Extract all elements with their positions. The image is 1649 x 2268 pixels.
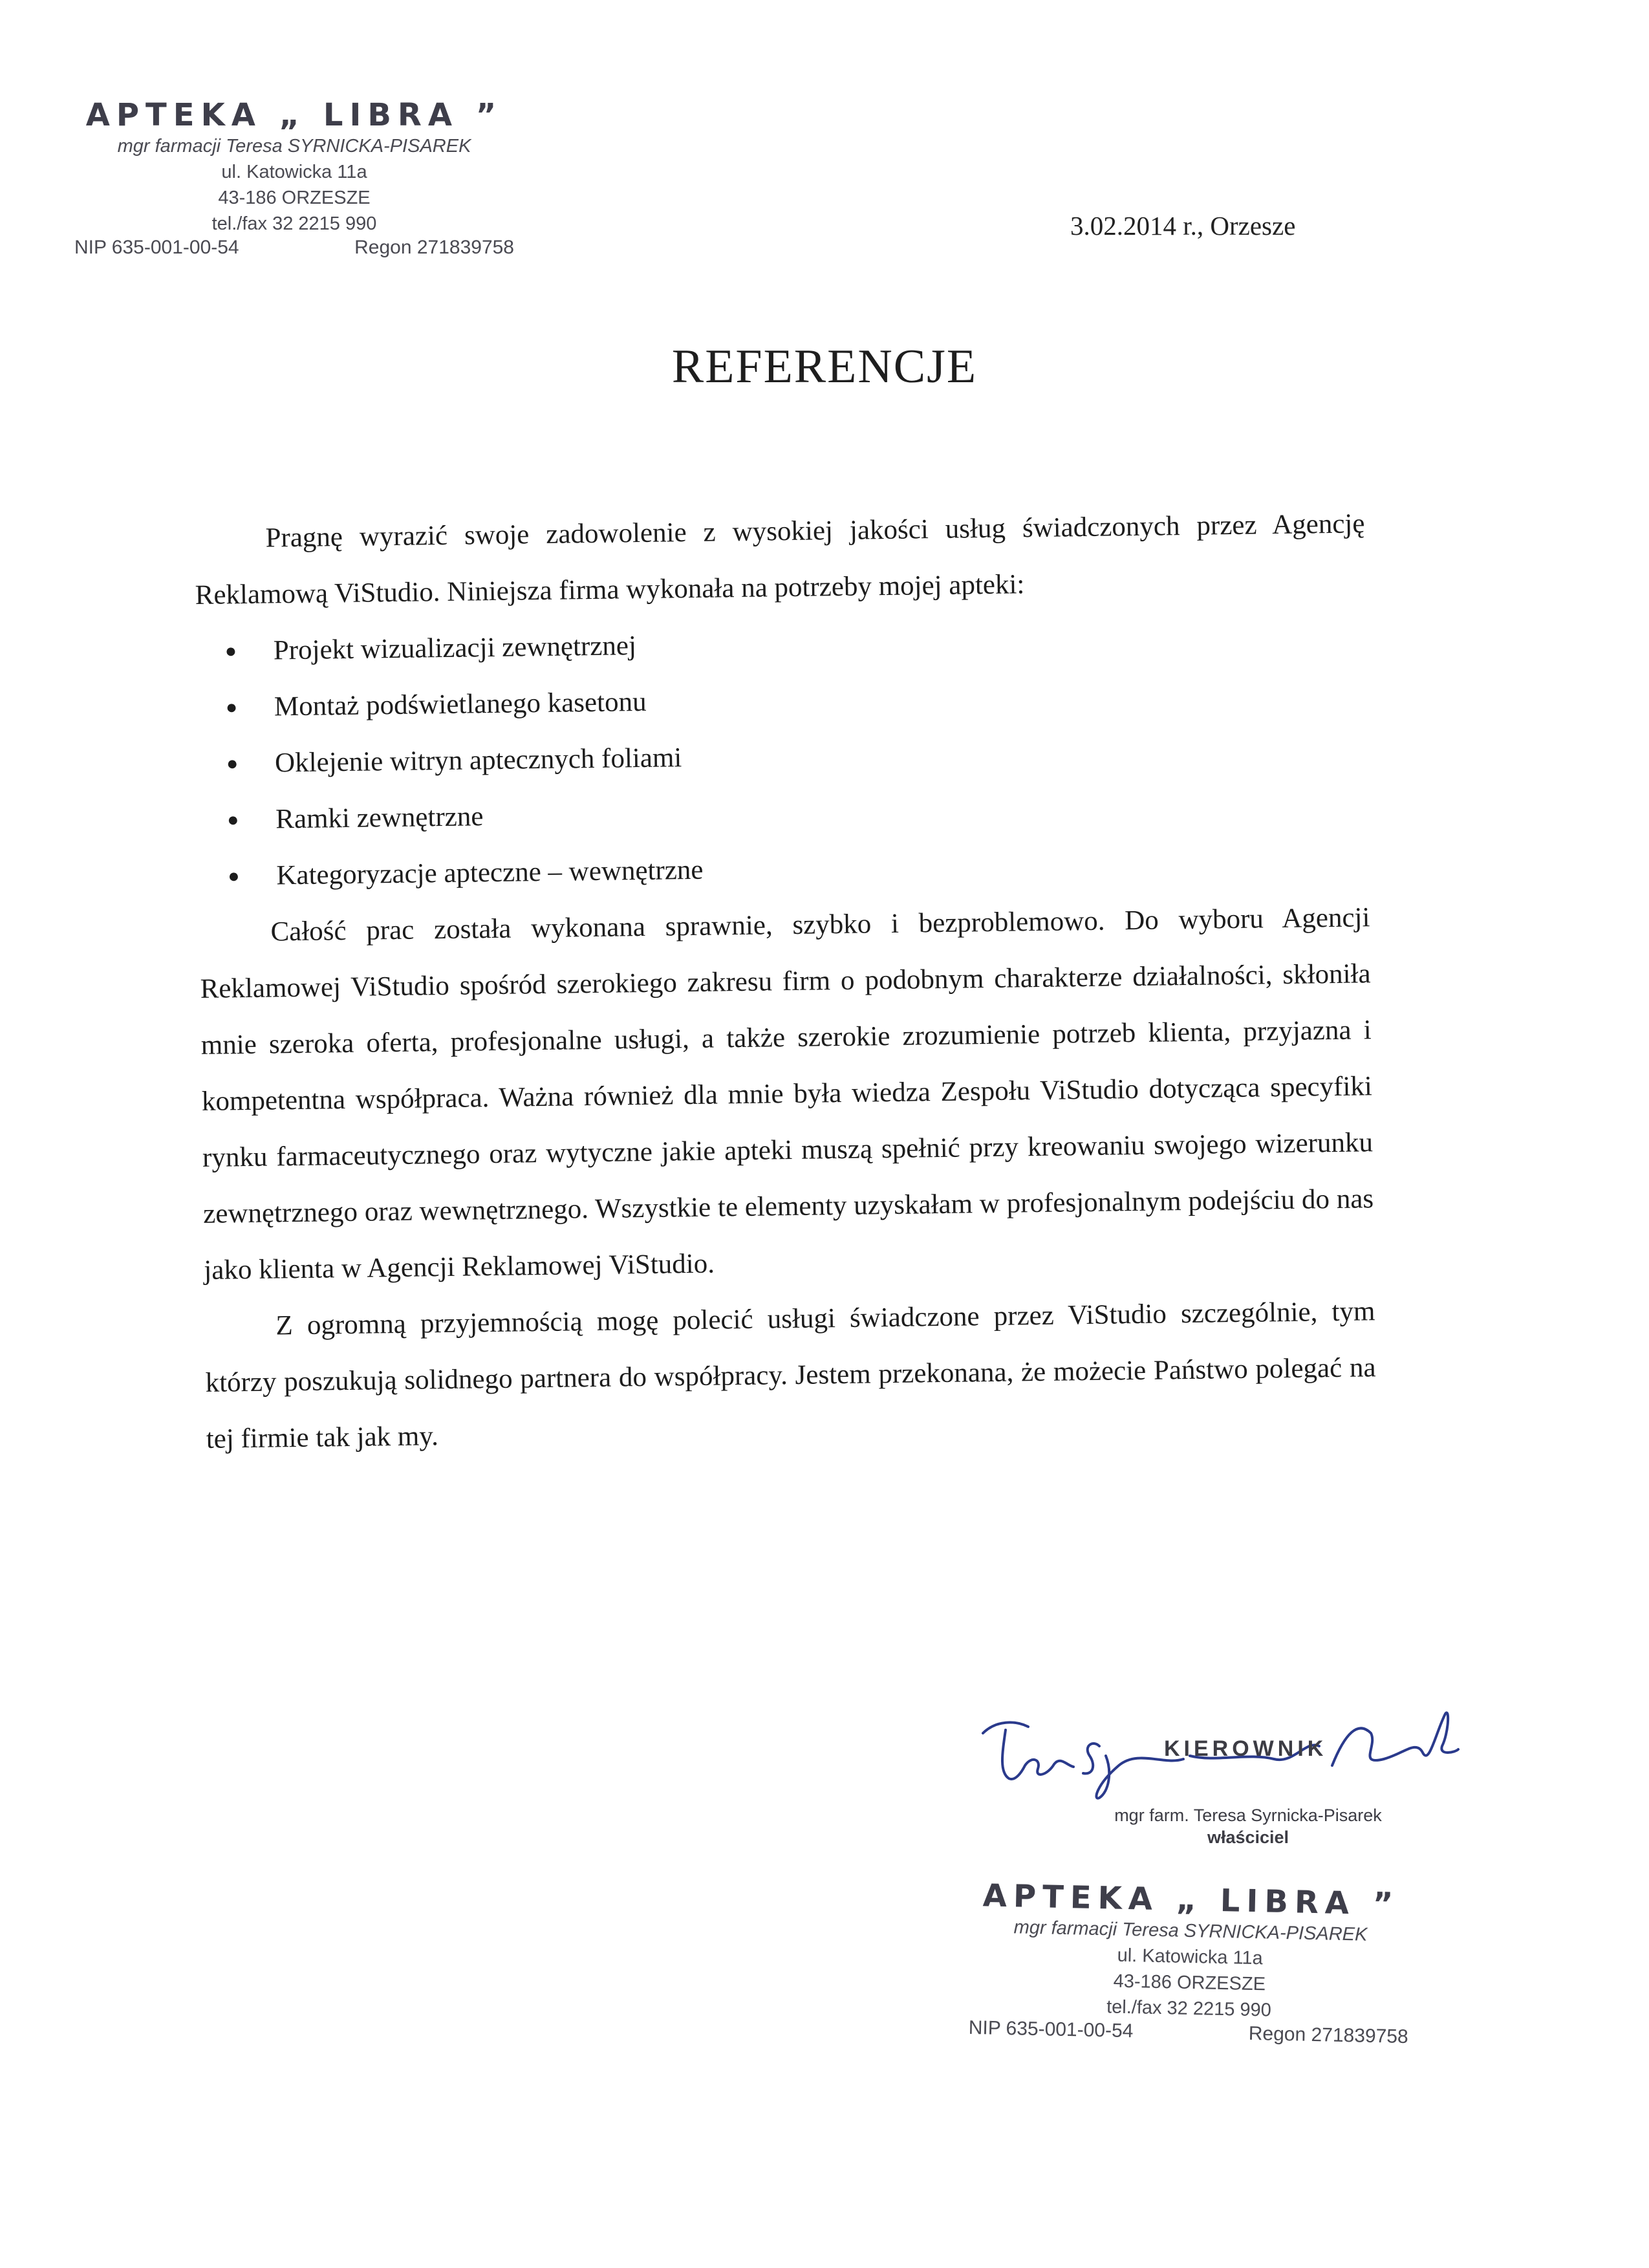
signatory-role: właściciel [1207,1828,1289,1847]
bullet-icon: ● [225,697,238,718]
stamp-phone: tel./fax 32 2215 990 [1106,1996,1272,2021]
body-paragraph: Całość prac została wykonana sprawnie, szybko i bezproblemowo. Do wyboru Agencji Reklamowej ViStudio spośród szerokiego zakresu firm o podobnym charakterze działalności, skłoniła mnie szeroka oferta, profesjonalne usługi, a także szerokie zrozumienie potrzeb klienta, przyjazna i kompetentna współpraca. Ważna również dla mnie była wiedza Zespołu ViStudio dotycząca specyfiki rynku farmaceutycznego oraz wytyczne jakie apteki muszą spełnić przy kreowaniu swojego wizerunku zewnętrznego oraz wewnętrznego. Wszystkie te elementy uzyskałam w profesjonalnym podejściu do nas jako klienta w Agencji Reklamowej ViStudio. [200,902,1374,1286]
bullet-icon: ● [226,753,239,775]
intro-paragraph: Pragnę wyrazić swoje zadowolenie z wysokiej jakości usług świadczonych przez Agencję Reklamową ViStudio. Niniejsza firma wykonała na potrzeby mojej apteki: [195,508,1365,610]
signature-stamp-text: KIEROWNIK [1164,1736,1328,1761]
letter-date: 3.02.2014 r., Orzesze [1070,211,1296,241]
pharmacy-stamp-bottom [968,1877,1411,2048]
pharmacy-stamp-top [74,97,514,259]
stamp-ids [74,237,514,259]
letter-body [194,495,1377,1467]
stamp-regon: Regon 271839758 [1248,2022,1409,2048]
service-label: Kategoryzacje apteczne – wewnętrzne [276,854,704,891]
signatory-name: mgr farm. Teresa Syrnicka-Pisarek [1114,1806,1382,1825]
stamp-street: ul. Katowicka 11a [1117,1945,1264,1969]
stamp-owner: mgr farmacji Teresa SYRNICKA-PISAREK [1013,1917,1368,1945]
letter-heading: REFERENCJE [671,340,978,393]
service-label: Oklejenie witryn aptecznych foliami [274,742,682,779]
service-label: Ramki zewnętrzne [275,801,484,835]
service-label: Montaż podświetlanego kasetonu [274,686,647,722]
stamp-city: 43-186 ORZESZE [218,188,371,208]
bullet-icon: ● [228,865,240,887]
bullet-icon: ● [227,809,239,831]
stamp-phone: tel./fax 32 2215 990 [211,213,377,234]
stamp-owner: mgr farmacji Teresa SYRNICKA-PISAREK [117,136,471,157]
stamp-regon: Regon 271839758 [354,237,514,258]
service-label: Projekt wizualizacji zewnętrznej [273,631,637,666]
signature-caption [1093,1804,1403,1848]
stamp-title: APTEKA „ LIBRA ” [85,97,503,133]
closing-paragraph: Z ogromną przyjemnością mogę polecić usługi świadczone przez ViStudio szczególnie, tym którzy poszukują solidnego partnera do współpracy. Jestem przekonana, że możecie Państwo polegać na tej firmie tak jak my. [205,1296,1376,1454]
stamp-nip: NIP 635-001-00-54 [74,237,239,258]
stamp-city: 43-186 ORZESZE [1113,1971,1266,1995]
stamp-nip: NIP 635-001-00-54 [968,2016,1134,2042]
handwritten-signature [970,1694,1461,1804]
stamp-street: ul. Katowicka 11a [221,162,367,182]
bullet-icon: ● [224,640,237,662]
services-list [195,608,1370,905]
stamp-title: APTEKA „ LIBRA ” [982,1877,1400,1923]
